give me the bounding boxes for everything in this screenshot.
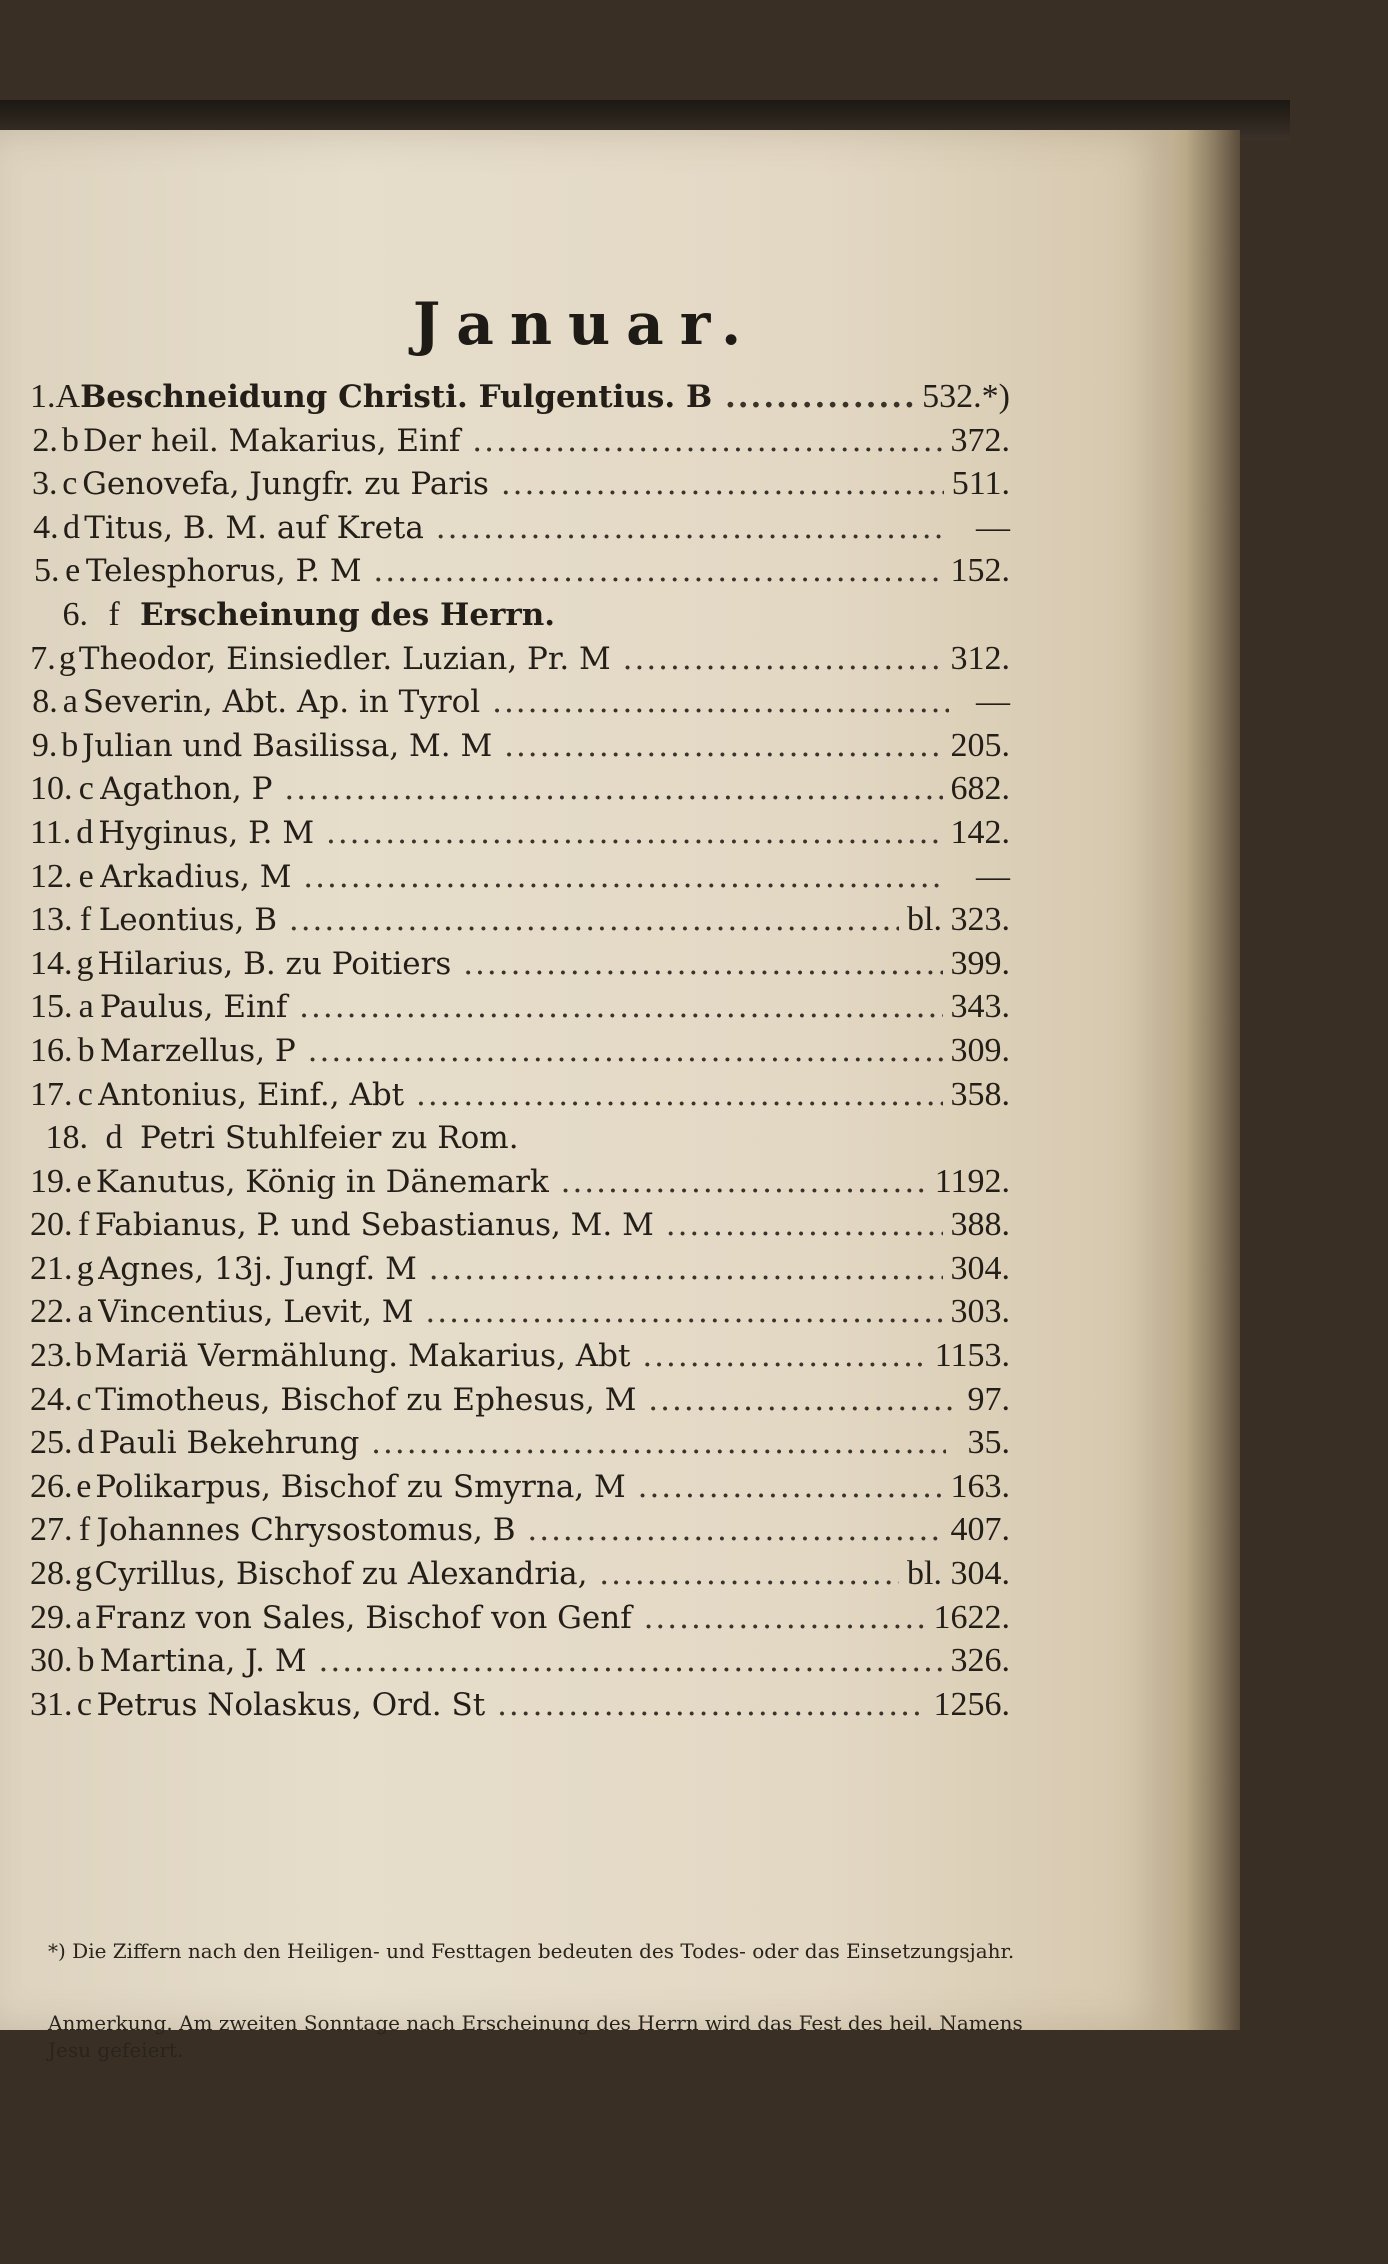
entry-name: Leontius, B ..... xyxy=(99,902,899,938)
calendar-entry-28 xyxy=(30,1555,1010,1599)
calendar-entry-12 xyxy=(30,858,1010,902)
entry-day: 1. xyxy=(30,378,56,415)
entry-name: Petri Stuhlfeier zu Rom. xyxy=(140,1120,519,1157)
entry-day: 2. xyxy=(32,421,58,459)
entry-letter: c xyxy=(62,465,78,503)
entry-number: 152. xyxy=(950,552,1011,590)
entry-number: 326. xyxy=(950,1642,1010,1680)
calendar-entry-8 xyxy=(30,683,1010,727)
entry-day: 27. xyxy=(30,1511,73,1549)
entry-letter: g xyxy=(58,639,76,677)
entry-letter: c xyxy=(76,1685,93,1723)
entry-name: Pauli Bekehrung ..... xyxy=(99,1425,946,1461)
calendar-entry-21 xyxy=(30,1250,1010,1294)
entry-name: Polikarpus, Bischof zu Smyrna, M ..... xyxy=(95,1469,942,1505)
entry-number: 1153. xyxy=(934,1337,1010,1375)
entry-number: — xyxy=(976,508,1010,546)
entry-number: 511. xyxy=(951,465,1011,503)
entry-letter: f xyxy=(79,901,92,939)
entry-name: Theodor, Einsiedler. Luzian, Pr. M ..... xyxy=(79,641,943,677)
entry-letter: f xyxy=(78,1206,90,1244)
entry-letter: c xyxy=(78,770,94,808)
entry-letter: b xyxy=(77,1031,95,1069)
entry-day: 6. xyxy=(62,595,88,633)
calendar-entry-3 xyxy=(30,465,1010,509)
entry-day: 12. xyxy=(30,857,73,895)
entry-name: Martina, J. M ..... xyxy=(100,1643,943,1679)
entry-name: Antonius, Einf., Abt ..... xyxy=(98,1077,942,1113)
entry-letter: f xyxy=(108,595,120,633)
entry-letter: c xyxy=(77,1075,93,1113)
calendar-entry-9 xyxy=(30,727,1010,771)
entry-name: Marzellus, P ..... xyxy=(100,1033,943,1069)
entry-number: 309. xyxy=(950,1031,1010,1069)
entry-name: Timotheus, Bischof zu Ephesus, M ..... xyxy=(95,1382,953,1418)
entry-name: Fabianus, P. und Sebastianus, M. M ..... xyxy=(95,1207,943,1243)
remark-note: Anmerkung. Am zweiten Sonntage nach Erscheinung des Herrn wird das Fest des heil. Namens Jesu gefeiert. xyxy=(48,2011,1023,2062)
entry-number: 407. xyxy=(950,1511,1010,1549)
entry-number: 303. xyxy=(950,1293,1010,1331)
entry-letter: b xyxy=(61,726,79,764)
calendar-entry-2 xyxy=(30,422,1010,466)
calendar-entry-5 xyxy=(30,552,1010,596)
entry-name: Agnes, 13j. Jungf. M ..... xyxy=(98,1251,943,1287)
entry-letter: d xyxy=(62,508,80,546)
calendar-entry-14 xyxy=(30,945,1010,989)
entry-day: 18. xyxy=(45,1119,88,1157)
entry-name: Hyginus, P. M ..... xyxy=(98,815,942,851)
entry-name: Titus, B. M. auf Kreta ..... xyxy=(84,510,947,546)
entry-letter: b xyxy=(61,421,79,459)
entry-day: 26. xyxy=(30,1467,73,1505)
calendar-entry-13 xyxy=(30,901,1010,945)
entry-day: 28. xyxy=(30,1555,73,1593)
calendar-entry-23 xyxy=(30,1337,1010,1381)
calendar-entry-15 xyxy=(30,988,1010,1032)
entry-letter: b xyxy=(77,1642,95,1680)
calendar-entry-26 xyxy=(30,1468,1010,1512)
calendar-entry-4 xyxy=(30,509,1010,553)
entry-day: 17. xyxy=(30,1075,73,1113)
entry-number: 163. xyxy=(950,1467,1010,1505)
entry-letter: e xyxy=(78,857,94,895)
entry-number: 399. xyxy=(950,944,1010,982)
calendar-entry-1 xyxy=(30,378,1010,422)
entry-day: 14. xyxy=(30,944,73,982)
calendar-entry-20 xyxy=(30,1206,1010,1250)
entry-number: 97. xyxy=(967,1380,1010,1418)
calendar-entry-18 xyxy=(30,1119,1010,1163)
entry-name: Cyrillus, Bischof zu Alexandria, ..... xyxy=(94,1556,899,1592)
entry-letter: a xyxy=(77,1293,93,1331)
entry-name: Franz von Sales, Bischof von Genf ..... xyxy=(95,1600,926,1636)
entry-day: 4. xyxy=(33,508,59,546)
calendar-entry-19 xyxy=(30,1163,1010,1207)
entry-letter: d xyxy=(105,1119,123,1157)
entry-number: — xyxy=(975,857,1010,895)
entry-number: 1192. xyxy=(934,1162,1010,1200)
entry-number: 35. xyxy=(967,1424,1011,1462)
entry-day: 13. xyxy=(30,901,73,939)
entry-number: 205. xyxy=(950,726,1010,764)
entry-letter: a xyxy=(62,683,78,721)
entry-letter: d xyxy=(76,813,94,851)
entry-name: Vincentius, Levit, M ..... xyxy=(98,1294,943,1330)
entry-name: Telesphorus, P. M ..... xyxy=(86,553,943,589)
entry-letter: a xyxy=(76,1598,92,1636)
entry-day: 23. xyxy=(30,1337,73,1375)
entry-name: Petrus Nolaskus, Ord. St ..... xyxy=(96,1687,925,1723)
entry-letter: e xyxy=(76,1162,92,1200)
entry-day: 8. xyxy=(32,683,58,721)
entry-name: Kanutus, König in Dänemark ..... xyxy=(96,1164,927,1200)
entry-letter: c xyxy=(76,1380,92,1418)
calendar-entry-22 xyxy=(30,1293,1010,1337)
entry-letter: e xyxy=(65,552,81,590)
entry-letter: g xyxy=(76,944,94,982)
calendar-entry-7 xyxy=(30,640,1010,684)
entry-letter: a xyxy=(78,988,94,1026)
entry-day: 29. xyxy=(30,1598,73,1636)
entry-letter: g xyxy=(76,1249,94,1287)
entry-name: Erscheinung des Herrn. xyxy=(140,596,556,633)
calendar-entry-11 xyxy=(30,814,1010,858)
entry-number: 388. xyxy=(950,1206,1010,1244)
entry-letter: d xyxy=(77,1424,95,1462)
entry-number: bl. 304. xyxy=(907,1555,1010,1593)
entry-name: Arkadius, M ..... xyxy=(100,859,944,895)
entry-letter: f xyxy=(78,1511,91,1549)
entry-number: 312. xyxy=(950,639,1010,677)
entry-name: Beschneidung Christi. Fulgentius. B ..... xyxy=(80,379,914,415)
entry-day: 22. xyxy=(30,1293,73,1331)
entry-number: 142. xyxy=(950,813,1010,851)
entry-letter: e xyxy=(76,1467,92,1505)
calendar-entry-17 xyxy=(30,1076,1010,1120)
calendar-entry-25 xyxy=(30,1424,1010,1468)
book-page xyxy=(0,130,1170,2062)
entry-day: 30. xyxy=(30,1642,73,1680)
entry-day: 19. xyxy=(30,1162,73,1200)
calendar-list xyxy=(30,378,1010,1729)
entry-day: 9. xyxy=(31,726,58,764)
entry-number: 304. xyxy=(950,1249,1010,1287)
entry-day: 25. xyxy=(30,1424,73,1462)
entry-number: bl. 323. xyxy=(907,901,1010,939)
entry-day: 24. xyxy=(30,1380,73,1418)
entry-name: Severin, Abt. Ap. in Tyrol ..... xyxy=(83,684,950,720)
entry-letter: g xyxy=(74,1555,92,1593)
calendar-entry-16 xyxy=(30,1032,1010,1076)
entry-day: 10. xyxy=(30,770,73,808)
entry-number: 372. xyxy=(950,421,1010,459)
entry-number: 682. xyxy=(950,770,1010,808)
entry-day: 5. xyxy=(33,552,60,590)
entry-day: 15. xyxy=(30,988,73,1026)
calendar-entry-24 xyxy=(30,1381,1010,1425)
entry-name: Agathon, P ..... xyxy=(100,771,942,807)
entry-name: Paulus, Einf ..... xyxy=(100,989,943,1025)
calendar-entry-29 xyxy=(30,1599,1010,1643)
entry-day: 11. xyxy=(30,813,72,851)
entry-number: 343. xyxy=(950,988,1010,1026)
entry-name: Johannes Chrysostomus, B ..... xyxy=(97,1512,943,1548)
entry-day: 20. xyxy=(30,1206,73,1244)
entry-day: 31. xyxy=(30,1685,73,1723)
calendar-entry-6 xyxy=(30,596,1010,640)
entry-day: 16. xyxy=(30,1031,73,1069)
entry-name: Der heil. Makarius, Einf ..... xyxy=(83,423,943,459)
page-title: Januar. xyxy=(412,290,758,358)
entry-number: 358. xyxy=(950,1075,1010,1113)
calendar-entry-27 xyxy=(30,1511,1010,1555)
entry-number: 532.*) xyxy=(922,378,1010,415)
entry-day: 21. xyxy=(30,1249,73,1287)
entry-day: 3. xyxy=(32,465,58,503)
entry-name: Genovefa, Jungfr. zu Paris ..... xyxy=(82,466,944,502)
entry-name: Hilarius, B. zu Poitiers ..... xyxy=(97,946,942,982)
entry-number: 1622. xyxy=(933,1598,1010,1636)
calendar-entry-31 xyxy=(30,1686,1010,1730)
entry-day: 7. xyxy=(30,639,56,677)
entry-number: 1256. xyxy=(933,1685,1010,1723)
entry-letter: b xyxy=(75,1337,93,1375)
entry-letter: A xyxy=(55,378,81,415)
calendar-entry-30 xyxy=(30,1642,1010,1686)
entry-number: — xyxy=(976,683,1010,721)
calendar-entry-10 xyxy=(30,770,1010,814)
footnote: *) Die Ziffern nach den Heiligen- und Festtagen bedeuten des Todes- oder das Einsetzungsjahr. xyxy=(48,1939,1015,1963)
entry-name: Mariä Vermählung. Makarius, Abt ..... xyxy=(95,1338,927,1374)
entry-name: Julian und Basilissa, M. M ..... xyxy=(82,728,943,764)
